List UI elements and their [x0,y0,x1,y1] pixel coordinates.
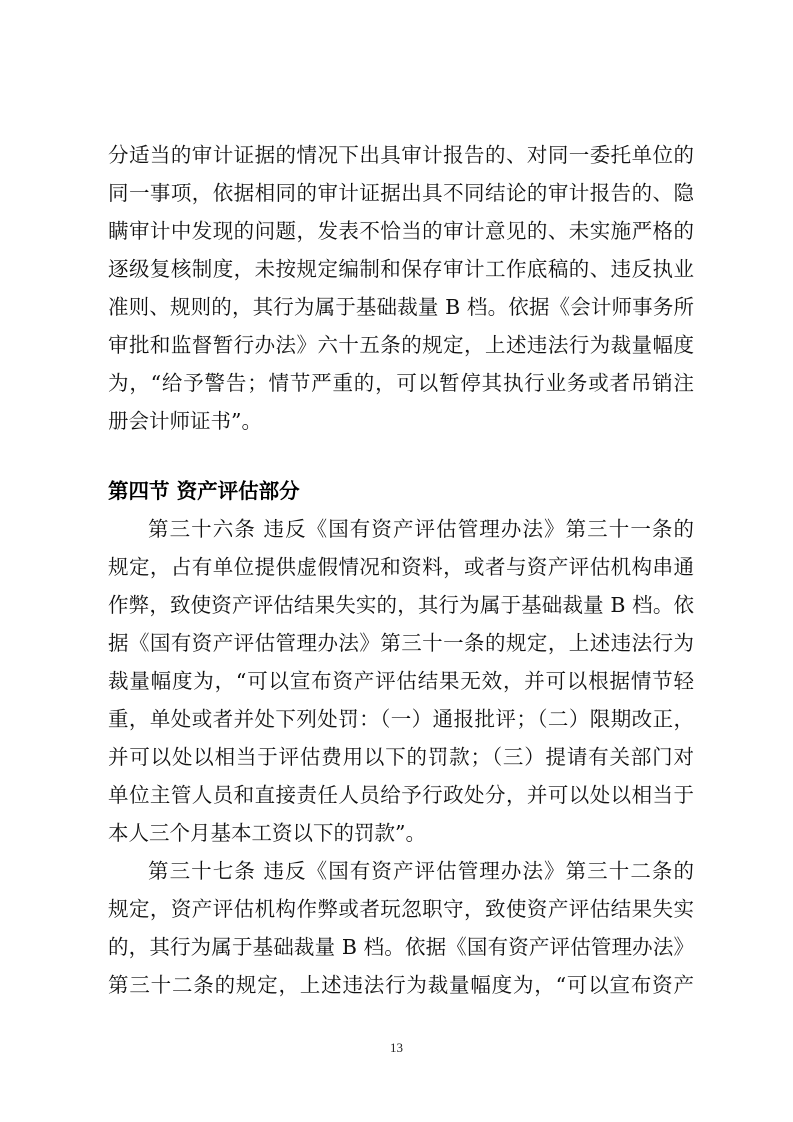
text-line: 重，单处或者并处下列处罚：（一）通报批评；（二）限期改正， [108,707,694,731]
section-heading: 第四节 资产评估部分 [108,479,300,503]
text-line: 单位主管人员和直接责任人员给予行政处分，并可以处以相当于 [108,783,694,807]
text-line: 第三十六条 违反《国有资产评估管理办法》第三十一条的 [148,517,694,541]
text-line: 瞒审计中发现的问题，发表不恰当的审计意见的、未实施严格的 [108,219,694,243]
text-line: 为，“给予警告；情节严重的，可以暂停其执行业务或者吊销注 [108,371,694,395]
text-line: 审批和监督暂行办法》六十五条的规定，上述违法行为裁量幅度 [108,333,694,357]
text-line: 裁量幅度为，“可以宣布资产评估结果无效，并可以根据情节轻 [108,669,694,693]
text-line: 的，其行为属于基础裁量 B 档。依据《国有资产评估管理办法》 [108,935,694,959]
text-line: 册会计师证书”。 [108,409,262,433]
text-line: 分适当的审计证据的情况下出具审计报告的、对同一委托单位的 [108,143,694,167]
text-line: 并可以处以相当于评估费用以下的罚款；（三）提请有关部门对 [108,745,694,769]
page-number: 13 [390,1040,403,1055]
text-line: 本人三个月基本工资以下的罚款”。 [108,821,426,845]
text-line: 第三十七条 违反《国有资产评估管理办法》第三十二条的 [148,859,694,883]
text-line: 逐级复核制度，未按规定编制和保存审计工作底稿的、违反执业 [108,257,694,281]
text-line: 规定，资产评估机构作弊或者玩忽职守，致使资产评估结果失实 [108,897,694,921]
text-line: 第三十二条的规定，上述违法行为裁量幅度为，“可以宣布资产 [108,973,694,997]
text-line: 作弊，致使资产评估结果失实的，其行为属于基础裁量 B 档。依 [108,593,694,617]
text-line: 准则、规则的，其行为属于基础裁量 B 档。依据《会计师事务所 [108,295,694,319]
text-line: 同一事项，依据相同的审计证据出具不同结论的审计报告的、隐 [108,181,694,205]
text-line: 据《国有资产评估管理办法》第三十一条的规定，上述违法行为 [108,631,694,655]
text-line: 规定，占有单位提供虚假情况和资料，或者与资产评估机构串通 [108,555,694,579]
